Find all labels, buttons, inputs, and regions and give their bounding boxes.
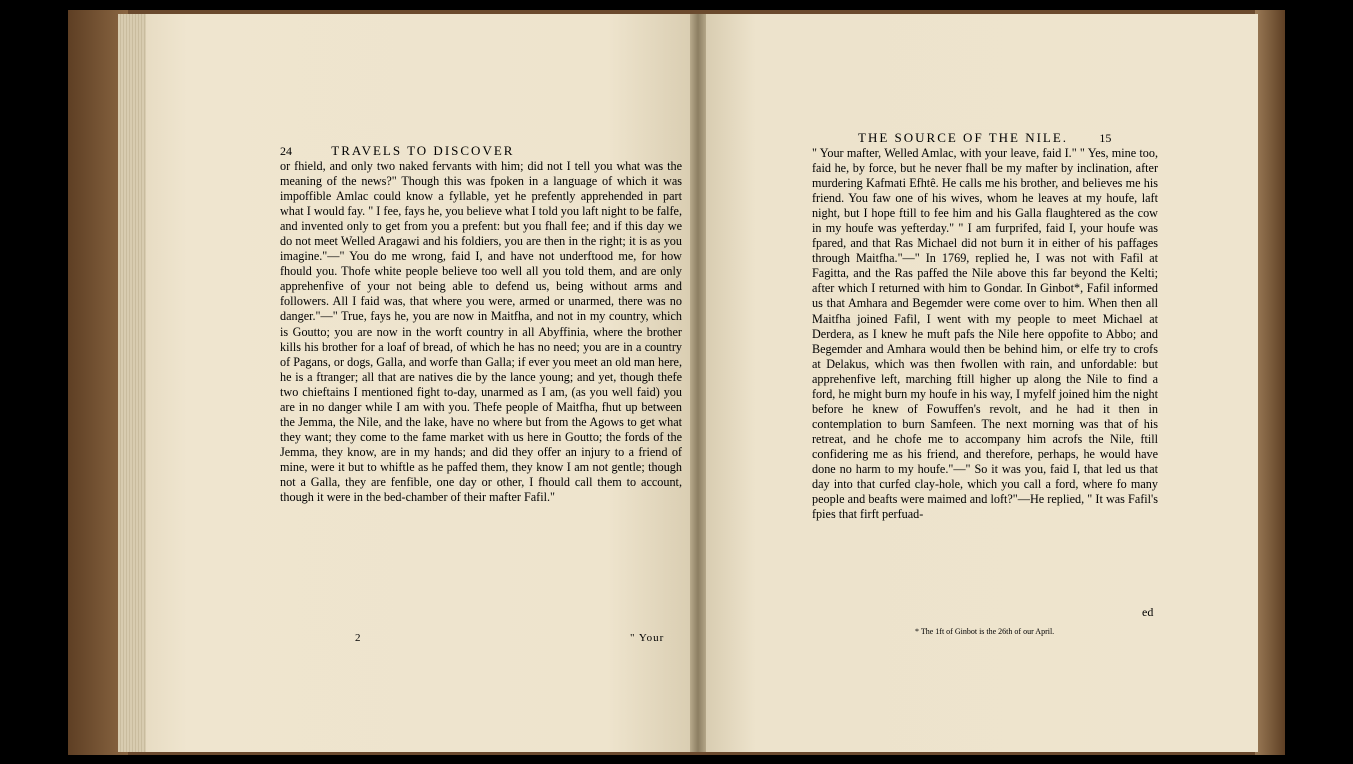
- footnote: * The 1ft of Ginbot is the 26th of our April.: [915, 627, 1055, 636]
- left-page-body: [280, 159, 682, 505]
- signature-mark: 2: [355, 632, 361, 644]
- right-running-head: [858, 130, 1148, 146]
- book-gutter: [690, 14, 706, 752]
- right-page-body: [812, 146, 1158, 522]
- right-running-title: THE SOURCE OF THE NILE.: [858, 130, 1069, 145]
- left-running-head: [280, 143, 690, 159]
- left-page-number: 24: [280, 144, 292, 158]
- right-catchword: ed: [1142, 605, 1154, 619]
- left-running-title: TRAVELS TO DISCOVER: [331, 143, 515, 158]
- left-catchword: " Your: [630, 632, 665, 644]
- page-edges: [118, 14, 146, 752]
- right-body-text: " Your mafter, Welled Amlac, with your leave, faid I." " Yes, mine too, faid he, by force, but he never fhall be my mafter by inclination, after murdering Kafmati Efhtê. He calls me his brother, and believes me his friend. You faw one of his wives, whom he leaves at my houfe, laft night, but I hope ftill to fee him and his Galla flaughtered as the cow in my houfe was yefterday." " I am furprifed, faid I, your houfe was fpared, and that Ras Michael did not burn it in either of his paffages through Maitfha."—" In 1769, replied he, I was not with Fafil at Fagitta, and the Ras paffed the Nile above this far beyond the Kelti; after which I returned with him to Gondar. In Ginbot*, Fafil informed us that Amhara and Begemder were come over to him. When then all Maitfha joined Fafil, I went with my people to meet Michael at Derdera, as I knew he muft pafs the Nile here oppofite to Abbo; and Begemder and Amhara would then be behind him, or elfe try to crofs at Delakus, which was then fwollen with rain, and unfordable: but apprehenfive left, marching ftill higher up along the Nile to find a ford, he might burn my houfe in his way, I myfelf joined him the night before he knew of Fowuffen's revolt, and he had it then in contemplation to burn Samfeen. The next morning was that of his retreat, and he chofe me to accompany him acrofs the Nile, ftill confidering me as his friend, and therefore, perhaps, he would have done no harm to my houfe."—" So it was you, faid I, that led us that day into that curfed clay-hole, which you call a ford, where fo many people and beafts were maimed and loft?"—He replied, " It was Fafil's fpies that firft perfuad-: [812, 146, 1158, 522]
- right-cover-edge: [1255, 10, 1285, 755]
- left-body-text: or fhield, and only two naked fervants with him; did not I tell you what was the meaning of the news?" Though this was fpoken in a language of which it was impoffible Amlac could know a fyllable, yet he prefently apprehended in part what I would fay. " I fee, fays he, you believe what I told you laft night to be falfe, and invented only to get from you a prefent: but you fhall fee; and if this day we do not meet Welled Aragawi and his foldiers, you are then in the right; it is as you imagine."—" You do me wrong, faid I, and have not underftood me, for how fhould you. Thofe white people believe too well all you told them, and are only apprehenfive of your not being able to defend us, being without arms and followers. All I faid was, that where you were, armed or unarmed, there was no danger."—" True, fays he, you are now in Maitfha, and not in my country, which is Goutto; you are now in the worft country in all Abyffinia, where the brother kills his brother for a loaf of bread, of which he has no need; you are in a country of Pagans, or dogs, Galla, and worfe than Galla; if ever you meet an old man here, he is a ftranger; all that are natives die by the lance young; and yet, though thefe two chieftains I mentioned fight to-day, unarmed as I am, (as you well faid) you are in no danger while I am with you. Thefe people of Maitfha, fhut up between the Jemma, the Nile, and the lake, have no where but from the Agows to get what they want; they come to the fame market with us here in Goutto; the fords of the Jemma, they know, are in my hands; and did they offer an injury to a friend of mine, were it but to whiftle as he paffed them, they know I am not gentle; though not a Galla, they are fenfible, one day or other, I fhould call them to account, though it were in the bed-chamber of their mafter Fafil.": [280, 159, 682, 505]
- right-page-number: 15: [1099, 131, 1112, 145]
